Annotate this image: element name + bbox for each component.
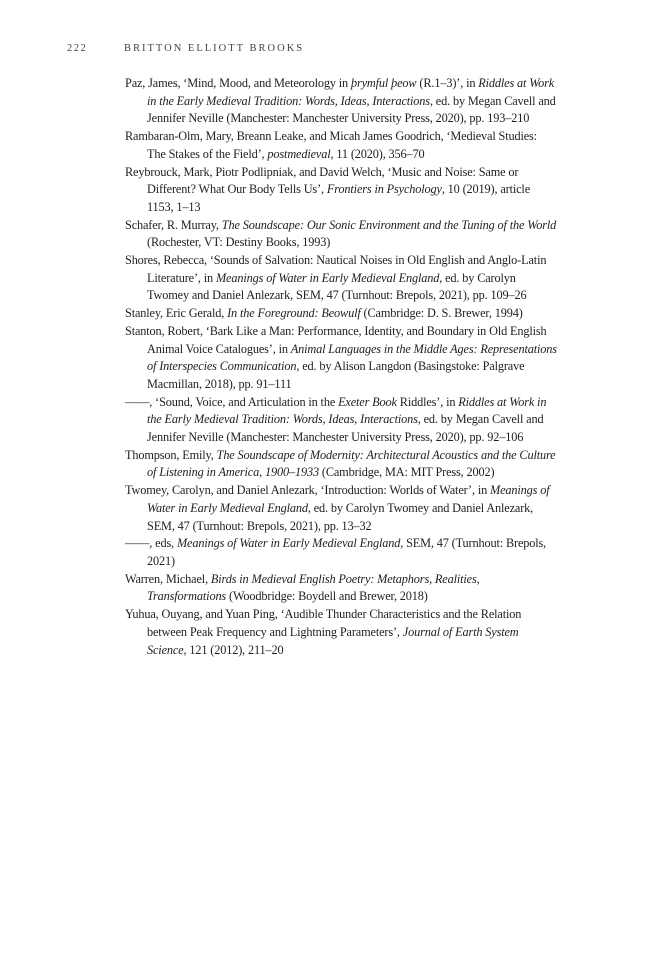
italic-title-text: Riddles at Work in the Early Medieval Tradition: Words, Ideas, Interactions: [147, 76, 555, 108]
italic-title-text: Journal of Earth System Science: [147, 624, 519, 657]
italic-title-text: The Soundscape of Modernity: Architectural Acoustics and the Culture of Listening in America, 1900–1933: [147, 447, 556, 480]
bibliography-entry: [125, 571, 557, 606]
citation-text: (Rochester, VT: Destiny Books, 1993): [147, 235, 331, 250]
citation-text: Reybrouck, Mark, Piotr Podlipniak, and David Welch, ‘Music and Noise: Same or Different? What Our Body Tells Us’,: [125, 164, 519, 197]
citation-text: , ed. by Carolyn Twomey and Daniel Anlezark, SEM, 47 (Turnhout: Brepols, 2021), pp. 13–32: [147, 500, 534, 533]
bibliography-entry: [125, 447, 557, 482]
citation-text: Shores, Rebecca, ‘Sounds of Salvation: Nautical Noises in Old English and Anglo-Latin Literature’, in: [125, 253, 547, 285]
citation-text: ——, eds,: [125, 536, 177, 551]
italic-title-text: The Soundscape: Our Sonic Environment and the Tuning of the World: [221, 217, 557, 232]
italic-title-text: In the Foreground: Beowulf: [227, 306, 361, 321]
citation-text: , ed. by Megan Cavell and Jennifer Neville (Manchester: Manchester University Press, 2020), pp. 193–210: [147, 93, 556, 126]
bibliography-list: [125, 75, 557, 659]
citation-text: , 121 (2012), 211–20: [183, 642, 284, 657]
citation-text: , SEM, 47 (Turnhout: Brepols, 2021): [147, 536, 547, 568]
citation-text: , ed. by Carolyn Twomey and Daniel Anlezark, SEM, 47 (Turnhout: Brepols, 2021), pp. 109–26: [147, 270, 527, 303]
citation-text: (Cambridge, MA: MIT Press, 2002): [318, 465, 495, 480]
citation-text: Rambaran-Olm, Mary, Breann Leake, and Micah James Goodrich, ‘Medieval Studies: The Stakes of the Field’,: [125, 129, 537, 161]
page-header: [67, 43, 610, 57]
citation-text: (Woodbridge: Boydell and Brewer, 2018): [226, 589, 428, 604]
italic-title-text: Meanings of Water in Early Medieval England: [215, 270, 440, 285]
running-head: BRITTON ELLIOTT BROOKS: [124, 43, 305, 54]
citation-text: Paz, James, ‘Mind, Mood, and Meteorology in: [125, 76, 351, 90]
citation-text: , 10 (2019), article 1153, 1–13: [147, 182, 530, 214]
citation-text: ——, ‘Sound, Voice, and Articulation in the: [125, 394, 339, 409]
italic-title-text: Frontiers in Psychology: [326, 182, 442, 197]
bibliography-entry: [125, 394, 557, 447]
italic-title-text: postmedieval: [267, 146, 331, 161]
bibliography-entry: [125, 252, 557, 305]
citation-text: Warren, Michael,: [125, 571, 211, 586]
citation-text: Riddles’, in: [396, 394, 459, 409]
citation-text: , ed. by Megan Cavell and Jennifer Neville (Manchester: Manchester University Press, 2020), pp. 92–106: [147, 412, 544, 445]
bibliography-entry: [125, 305, 557, 323]
bibliography-entry: [125, 323, 557, 394]
bibliography-entry: [125, 75, 557, 128]
bibliography-entry: [125, 164, 557, 217]
citation-text: , ed. by Alison Langdon (Basingstoke: Palgrave Macmillan, 2018), pp. 91–111: [147, 359, 525, 391]
italic-title-text: Riddles at Work in the Early Medieval Tradition: Words, Ideas, Interactions: [147, 394, 547, 427]
italic-title-text: Meanings of Water in Early Medieval England: [147, 483, 550, 515]
citation-text: Schafer, R. Murray,: [125, 217, 222, 232]
citation-text: , 11 (2020), 356–70: [330, 146, 425, 161]
bibliography-entry: [125, 217, 557, 252]
italic-title-text: Birds in Medieval English Poetry: Metaphors, Realities, Transformations: [147, 571, 480, 604]
citation-text: Stanley, Eric Gerald,: [125, 306, 228, 321]
italic-title-text: Meanings of Water in Early Medieval England: [176, 536, 401, 551]
italic-title-text: Animal Languages in the Middle Ages: Representations of Interspecies Communication: [147, 341, 557, 374]
bibliography-entry: [125, 482, 557, 535]
citation-text: Thompson, Emily,: [125, 447, 217, 462]
bibliography-entry: [125, 606, 557, 659]
bibliography-entry: [125, 128, 557, 163]
citation-text: Yuhua, Ouyang, and Yuan Ping, ‘Audible Thunder Characteristics and the Relation between Peak Frequency and Lightning Parameters’,: [125, 607, 522, 639]
italic-title-text: Exeter Book: [338, 394, 397, 409]
citation-text: (Cambridge: D. S. Brewer, 1994): [360, 306, 523, 321]
citation-text: Stanton, Robert, ‘Bark Like a Man: Performance, Identity, and Boundary in Old English Animal Voice Catalogues’, in: [125, 323, 547, 356]
citation-text: (R.1–3)’, in: [416, 76, 479, 90]
citation-text: Twomey, Carolyn, and Daniel Anlezark, ‘Introduction: Worlds of Water’, in: [125, 483, 491, 498]
page-number: 222: [67, 43, 88, 54]
italic-title-text: þrymful þeow: [350, 76, 417, 90]
bibliography-entry: [125, 535, 557, 570]
